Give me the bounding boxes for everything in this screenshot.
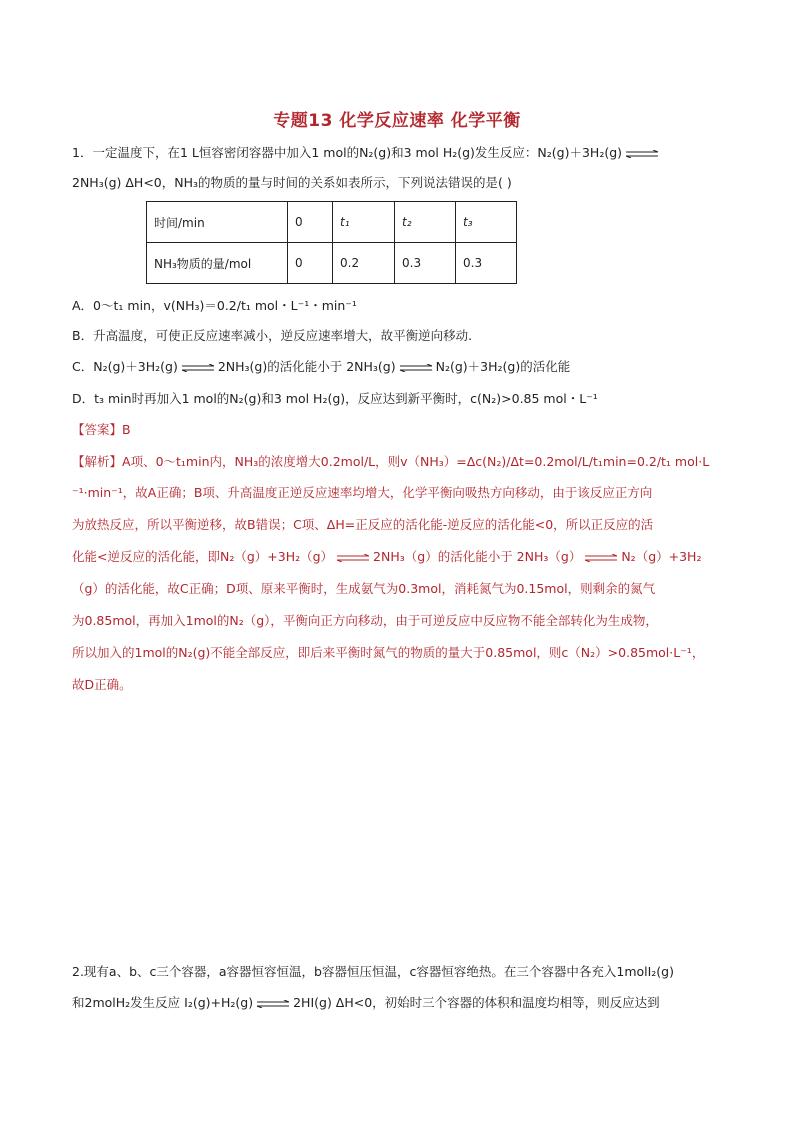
equilibrium-arrow-icon xyxy=(181,364,215,372)
equilibrium-arrow-icon xyxy=(399,364,433,372)
option-d: D．t₃ min时再加入1 mol的N₂(g)和3 mol H₂(g)，反应达到新平衡时，c(N₂)>0.85 mol・L⁻¹ xyxy=(72,391,598,406)
answer-value: B xyxy=(122,422,131,437)
analysis-line: 所以加入的1mol的N₂(g)不能全部反应，即后来平衡时氮气的物质的量大于0.85mol，则c（N₂）>0.85mol·L⁻¹， xyxy=(72,645,705,660)
equilibrium-arrow-icon xyxy=(256,1000,290,1008)
table-cell: 0.3 xyxy=(456,243,517,284)
page-title: 专题13 化学反应速率 化学平衡 xyxy=(273,111,521,131)
analysis-label: 【解析】 xyxy=(72,454,123,469)
q1-stem-line2: 2NH₃(g) ΔH<0，NH₃的物质的量与时间的关系如表所示，下列说法错误的是( ) xyxy=(72,175,512,190)
answer-label: 【答案】 xyxy=(72,422,123,437)
q1-stem-line1: 1．一定温度下，在1 L恒容密闭容器中加入1 mol的N₂(g)和3 mol H₂(g)发生反应：N₂(g)＋3H₂(g) xyxy=(72,143,662,163)
nh3-amount-table xyxy=(146,201,517,284)
table-cell: t₂ xyxy=(395,202,456,243)
analysis-line: 故D正确。 xyxy=(72,677,132,692)
table-cell: 0 xyxy=(288,243,333,284)
q2-line2: 和2molH₂发生反应 I₂(g)+H₂(g) 2HI(g) ΔH<0，初始时三个容器的体积和温度均相等，则反应达到 xyxy=(72,995,660,1010)
table-cell: 0.2 xyxy=(333,243,395,284)
option-a: A．0～t₁ min，v(NH₃)＝0.2/t₁ mol・L⁻¹・min⁻¹ xyxy=(72,298,357,313)
equilibrium-arrow-icon xyxy=(336,554,370,562)
answer xyxy=(72,420,131,440)
analysis-line: （g）的活化能，故C正确；D项、原来平衡时，生成氨气为0.3mol，消耗氮气为0.15mol，则剩余的氮气 xyxy=(72,581,656,596)
q2-line1: 2.现有a、b、c三个容器，a容器恒容恒温，b容器恒压恒温，c容器恒容绝热。在三个容器中各充入1molI₂(g) xyxy=(72,964,674,979)
equilibrium-arrow-icon xyxy=(625,150,659,158)
table-row xyxy=(147,243,517,284)
analysis-line: 【解析】A项、0～t₁min内，NH₃的浓度增大0.2mol/L，则v（NH₃）=Δc(N₂)/Δt=0.2mol/L/t₁min=0.2/t₁ mol·L xyxy=(72,454,710,469)
analysis-line: 化能<逆反应的活化能，即N₂（g）+3H₂（g） 2NH₃（g）的活化能小于 2NH₃（g） N₂（g）+3H₂ xyxy=(72,549,702,564)
table-cell: 0.3 xyxy=(395,243,456,284)
option-c: C．N₂(g)＋3H₂(g) 2NH₃(g)的活化能小于 2NH₃(g) N₂(g)＋3H₂(g)的活化能 xyxy=(72,359,571,374)
option-b: B．升高温度，可使正反应速率减小，逆反应速率增大，故平衡逆向移动. xyxy=(72,328,473,343)
table-cell: 0 xyxy=(288,202,333,243)
table-row-header: NH₃物质的量/mol xyxy=(147,243,288,284)
equilibrium-arrow-icon xyxy=(584,554,618,562)
table-cell: t₃ xyxy=(456,202,517,243)
table-row xyxy=(147,202,517,243)
analysis-line: 为放热反应，所以平衡逆移，故B错误；C项、ΔH=正反应的活化能-逆反应的活化能<0，所以正反应的活 xyxy=(72,517,654,532)
table-cell: t₁ xyxy=(333,202,395,243)
analysis-line: 为0.85mol，再加入1mol的N₂（g），平衡向正方向移动，由于可逆反应中反应物不能全部转化为生成物， xyxy=(72,613,658,628)
table-row-header: 时间/min xyxy=(147,202,288,243)
analysis-line: ⁻¹·min⁻¹，故A正确；B项、升高温度正逆反应速率均增大，化学平衡向吸热方向移动，由于该反应正方向 xyxy=(72,485,653,500)
